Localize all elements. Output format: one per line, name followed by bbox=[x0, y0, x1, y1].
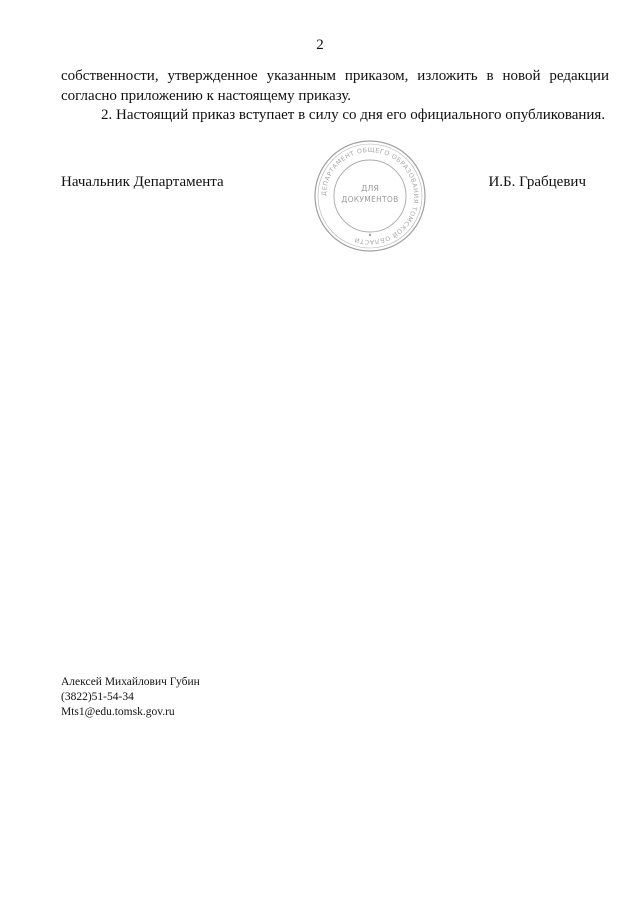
contact-phone: (3822)51-54-34 bbox=[61, 691, 134, 703]
contact-email: Mts1@edu.tomsk.gov.ru bbox=[61, 706, 175, 718]
signatory-name: И.Б. Грабцевич bbox=[488, 174, 586, 190]
official-stamp bbox=[312, 138, 428, 254]
paragraph-effective-date: 2. Настоящий приказ вступает в силу со дня его официального опубликования. bbox=[101, 107, 606, 123]
stamp-center-line-2: ДОКУМЕНТОВ bbox=[341, 195, 399, 204]
page-number: 2 bbox=[316, 37, 324, 53]
contact-name: Алексей Михайлович Губин bbox=[61, 676, 200, 688]
stamp-center-line-1: ДЛЯ bbox=[361, 184, 379, 193]
contact-block bbox=[61, 675, 200, 720]
stamp-ring-text-path: ДЕПАРТАМЕНТ ОБЩЕГО ОБРАЗОВАНИЯ ТОМСКОЙ ОБЛАСТИ bbox=[320, 146, 420, 246]
signatory-position: Начальник Департамента bbox=[61, 174, 224, 190]
document-body bbox=[61, 67, 609, 126]
stamp-bottom-dot bbox=[369, 234, 371, 236]
paragraph-continued: собственности, утвержденное указанным приказом, изложить в новой редакции согласно приложению к настоящему приказу. bbox=[61, 68, 609, 104]
